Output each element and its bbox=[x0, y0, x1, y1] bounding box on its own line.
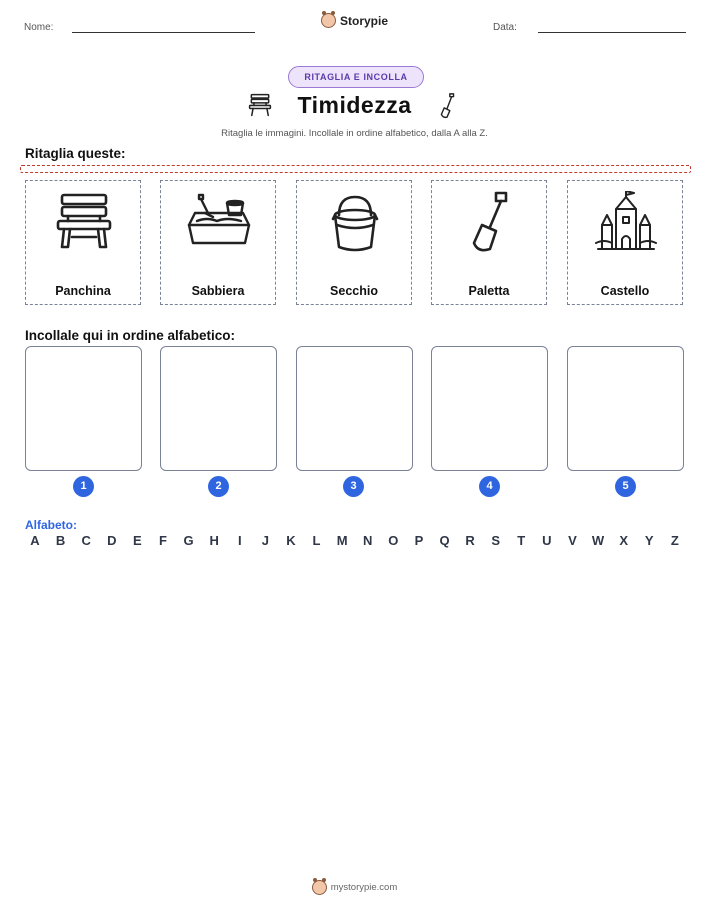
card-label: Panchina bbox=[55, 284, 111, 298]
paste-heading: Incollale qui in ordine alfabetico: bbox=[25, 328, 236, 343]
cut-card-castello[interactable] bbox=[567, 180, 683, 305]
card-label: Castello bbox=[600, 284, 650, 298]
alphabet-letter: B bbox=[55, 533, 66, 548]
alphabet-letter: H bbox=[209, 533, 219, 548]
bench-icon bbox=[54, 191, 114, 251]
slot-number: 1 bbox=[73, 476, 94, 497]
page-title: Timidezza bbox=[297, 92, 412, 118]
castle-icon bbox=[594, 191, 658, 253]
alphabet-letter: V bbox=[568, 533, 577, 548]
footer-url[interactable]: mystorypie.com bbox=[330, 882, 398, 893]
alphabet-letter: P bbox=[414, 533, 424, 548]
alphabet-letter: E bbox=[133, 533, 142, 548]
mascot-icon bbox=[321, 13, 336, 28]
alphabet-letter: J bbox=[261, 533, 269, 548]
activity-badge: RITAGLIA E INCOLLA bbox=[288, 66, 424, 88]
brand-name: Storypie bbox=[339, 13, 388, 28]
cut-card-sabbiera[interactable] bbox=[160, 180, 276, 305]
name-label: Nome: bbox=[24, 22, 54, 33]
cut-heading: Ritaglia queste: bbox=[25, 146, 126, 161]
alphabet-letter: U bbox=[542, 533, 552, 548]
alphabet-heading: Alfabeto: bbox=[25, 518, 77, 532]
cut-card-paletta[interactable] bbox=[431, 180, 547, 305]
slot-number: 5 bbox=[615, 476, 636, 497]
alphabet-letter: Z bbox=[670, 533, 679, 548]
paste-slot-4[interactable] bbox=[431, 346, 548, 471]
cut-card-panchina[interactable] bbox=[25, 180, 141, 305]
paste-slot-1[interactable] bbox=[25, 346, 142, 471]
date-line[interactable] bbox=[538, 32, 686, 33]
alphabet-letter: G bbox=[183, 533, 194, 548]
shovel-icon bbox=[460, 191, 520, 255]
alphabet-letter: K bbox=[286, 533, 296, 548]
name-line[interactable] bbox=[72, 32, 255, 33]
mascot-icon bbox=[312, 880, 327, 895]
alphabet-letter: A bbox=[30, 533, 40, 548]
alphabet-row bbox=[25, 533, 685, 548]
paste-slot-2[interactable] bbox=[160, 346, 277, 471]
alphabet-letter: Y bbox=[644, 533, 654, 548]
alphabet-letter: N bbox=[363, 533, 373, 548]
alphabet-letter: D bbox=[107, 533, 117, 548]
cut-card-secchio[interactable] bbox=[296, 180, 412, 305]
alphabet-letter: C bbox=[81, 533, 91, 548]
alphabet-letter: Q bbox=[439, 533, 450, 548]
instructions: Ritaglia le immagini. Incollale in ordine alfabetico, dalla A alla Z. bbox=[221, 128, 488, 139]
slot-number: 4 bbox=[479, 476, 500, 497]
alphabet-letter: R bbox=[465, 533, 475, 548]
alphabet-letter: L bbox=[312, 533, 321, 548]
card-label: Secchio bbox=[330, 284, 378, 298]
alphabet-letter: S bbox=[491, 533, 501, 548]
slot-number: 2 bbox=[208, 476, 229, 497]
card-label: Sabbiera bbox=[191, 284, 245, 298]
brand-logo bbox=[0, 13, 709, 31]
shovel-icon bbox=[436, 92, 458, 125]
footer bbox=[0, 880, 709, 898]
cut-line bbox=[20, 165, 691, 173]
alphabet-letter: X bbox=[619, 533, 628, 548]
alphabet-letter: T bbox=[517, 533, 526, 548]
alphabet-letter: I bbox=[237, 533, 242, 548]
alphabet-letter: M bbox=[336, 533, 348, 548]
slot-number: 3 bbox=[343, 476, 364, 497]
date-label: Data: bbox=[493, 22, 517, 33]
alphabet-letter: W bbox=[591, 533, 605, 548]
alphabet-letter: F bbox=[158, 533, 167, 548]
paste-slot-3[interactable] bbox=[296, 346, 413, 471]
alphabet-letter: O bbox=[388, 533, 399, 548]
sandbox-icon bbox=[187, 191, 251, 251]
bucket-icon bbox=[325, 191, 385, 253]
paste-slot-5[interactable] bbox=[567, 346, 684, 471]
card-label: Paletta bbox=[468, 284, 510, 298]
